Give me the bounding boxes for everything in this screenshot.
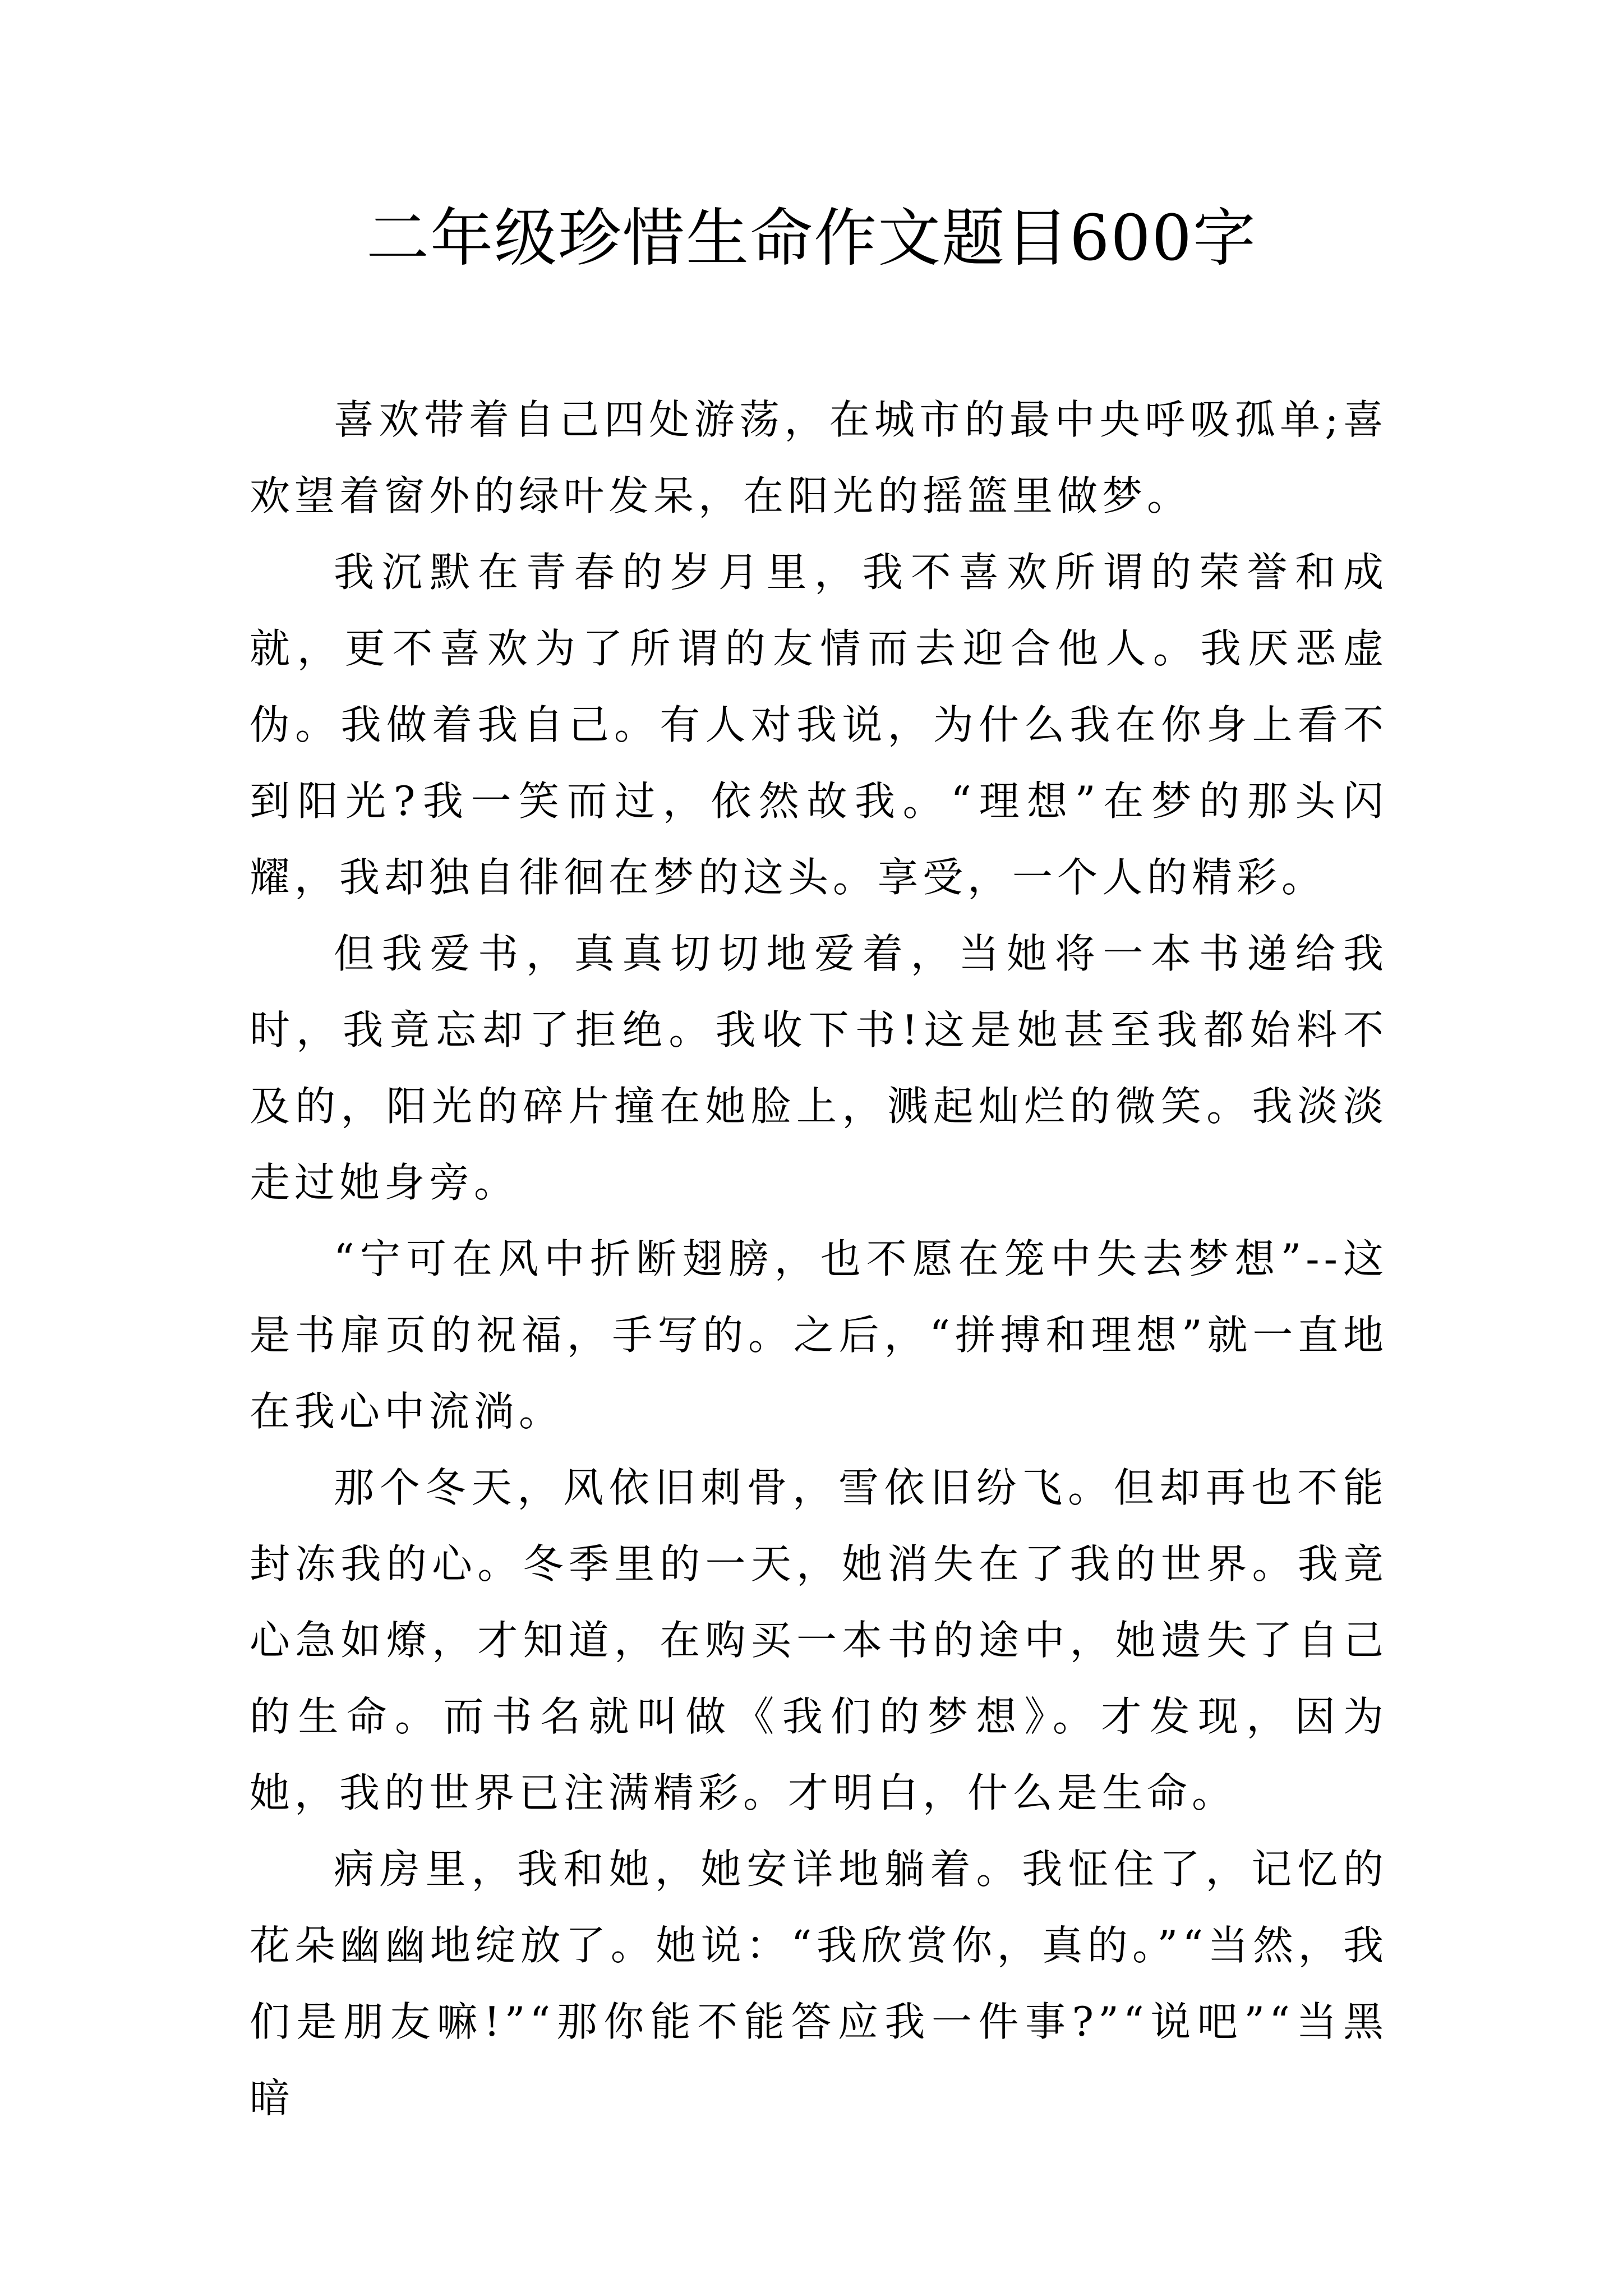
paragraph: “宁可在风中折断翅膀，也不愿在笼中失去梦想”--这是书扉页的祝福，手写的。之后，“拼搏和理想”就一直地在我心中流淌。 — [250, 1235, 1388, 1435]
document-body — [250, 381, 1388, 2136]
paragraph: 那个冬天，风依旧刺骨，雪依旧纷飞。但却再也不能封冻我的心。冬季里的一天，她消失在了我的世界。我竟心急如燎，才知道，在购买一本书的途中，她遗失了自己的生命。而书名就叫做《我们的梦想》。才发现，因为她，我的世界已注满精彩。才明白，什么是生命。 — [250, 1464, 1388, 1816]
paragraph: 喜欢带着自己四处游荡，在城市的最中央呼吸孤单;喜欢望着窗外的绿叶发呆，在阳光的摇篮里做梦。 — [250, 396, 1388, 519]
document-title: 二年级珍惜生命作文题目600字 — [366, 202, 1257, 275]
paragraph: 病房里，我和她，她安详地躺着。我怔住了，记忆的花朵幽幽地绽放了。她说：“我欣赏你，真的。”“当然，我们是朋友嘛!”“那你能不能答应我一件事?”“说吧”“当黑暗 — [250, 1846, 1388, 2122]
paragraph: 但我爱书，真真切切地爱着，当她将一本书递给我时，我竟忘却了拒绝。我收下书!这是她甚至我都始料不及的，阳光的碎片撞在她脸上，溅起灿烂的微笑。我淡淡走过她身旁。 — [250, 930, 1388, 1206]
paragraph: 我沉默在青春的岁月里，我不喜欢所谓的荣誉和成就，更不喜欢为了所谓的友情而去迎合他人。我厌恶虚伪。我做着我自己。有人对我说，为什么我在你身上看不到阳光?我一笑而过，依然故我。“理想”在梦的那头闪耀，我却独自徘徊在梦的这头。享受，一个人的精彩。 — [250, 549, 1388, 901]
